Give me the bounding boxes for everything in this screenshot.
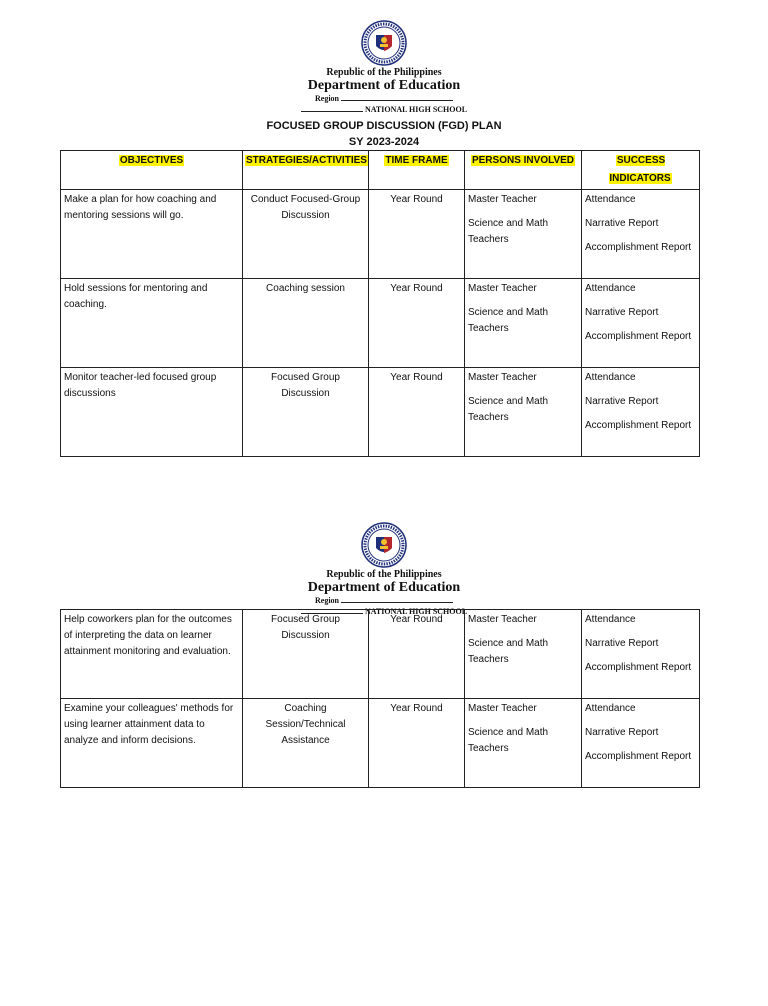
persons-cell: Master Teacher Science and Math Teachers	[465, 699, 582, 788]
indicators-cell: Attendance Narrative Report Accomplishment Report	[582, 610, 700, 699]
table-row	[61, 279, 700, 368]
republic-line: Republic of the Philippines	[326, 569, 442, 580]
department-name: Department of Education	[307, 78, 461, 93]
table-row	[61, 190, 700, 279]
strategy-cell: Coaching session	[243, 279, 369, 368]
fgd-plan-table-page-1	[60, 150, 700, 457]
time-frame-cell: Year Round	[369, 610, 465, 699]
indicators-cell: Attendance Narrative Report Accomplishment Report	[582, 368, 700, 457]
fgd-plan-table-page-2	[60, 609, 700, 788]
strategy-cell: Focused Group Discussion	[243, 610, 369, 699]
region-label: Region	[315, 94, 339, 103]
persons-cell: Master Teacher Science and Math Teachers	[465, 368, 582, 457]
letterhead-page-1	[0, 20, 768, 115]
deped-seal-icon	[361, 20, 407, 66]
table-row	[61, 699, 700, 788]
school-label: NATIONAL HIGH SCHOOL	[364, 607, 468, 616]
persons-cell: Master Teacher Science and Math Teachers	[465, 279, 582, 368]
strategy-cell: Focused Group Discussion	[243, 368, 369, 457]
region-line	[0, 595, 768, 606]
persons-cell: Master Teacher Science and Math Teachers	[465, 190, 582, 279]
indicators-cell: Attendance Narrative Report Accomplishment Report	[582, 190, 700, 279]
region-label: Region	[315, 596, 339, 605]
strategy-cell: Conduct Focused-Group Discussion	[243, 190, 369, 279]
table-row	[61, 610, 700, 699]
school-year: SY 2023-2024	[348, 136, 420, 148]
letterhead-page-2	[0, 522, 768, 617]
deped-seal-icon	[361, 522, 407, 568]
indicators-cell: Attendance Narrative Report Accomplishment Report	[582, 699, 700, 788]
objective-cell: Hold sessions for mentoring and coaching.	[61, 279, 243, 368]
col-objectives: OBJECTIVES	[61, 151, 243, 190]
objective-cell: Monitor teacher-led focused group discussions	[61, 368, 243, 457]
school-line	[0, 104, 768, 115]
time-frame-cell: Year Round	[369, 190, 465, 279]
strategy-cell: Coaching Session/Technical Assistance	[243, 699, 369, 788]
region-blank	[341, 93, 453, 101]
school-blank	[301, 104, 363, 112]
persons-cell: Master Teacher Science and Math Teachers	[465, 610, 582, 699]
document-title: FOCUSED GROUP DISCUSSION (FGD) PLAN	[266, 120, 502, 132]
col-indicators: SUCCESS INDICATORS	[582, 151, 700, 190]
time-frame-cell: Year Round	[369, 279, 465, 368]
col-time-frame: TIME FRAME	[369, 151, 465, 190]
indicators-cell: Attendance Narrative Report Accomplishment Report	[582, 279, 700, 368]
table-header-row	[61, 151, 700, 190]
table-row	[61, 368, 700, 457]
time-frame-cell: Year Round	[369, 699, 465, 788]
republic-line: Republic of the Philippines	[326, 67, 442, 78]
col-persons: PERSONS INVOLVED	[465, 151, 582, 190]
col-strategies: STRATEGIES/ACTIVITIES	[243, 151, 369, 190]
time-frame-cell: Year Round	[369, 368, 465, 457]
objective-cell: Make a plan for how coaching and mentoring sessions will go.	[61, 190, 243, 279]
objective-cell: Help coworkers plan for the outcomes of interpreting the data on learner attainment monitoring and evaluation.	[61, 610, 243, 699]
region-line	[0, 93, 768, 104]
department-name: Department of Education	[307, 580, 461, 595]
region-blank	[341, 595, 453, 603]
school-label: NATIONAL HIGH SCHOOL	[364, 105, 468, 114]
objective-cell: Examine your colleagues' methods for using learner attainment data to analyze and inform decisions.	[61, 699, 243, 788]
